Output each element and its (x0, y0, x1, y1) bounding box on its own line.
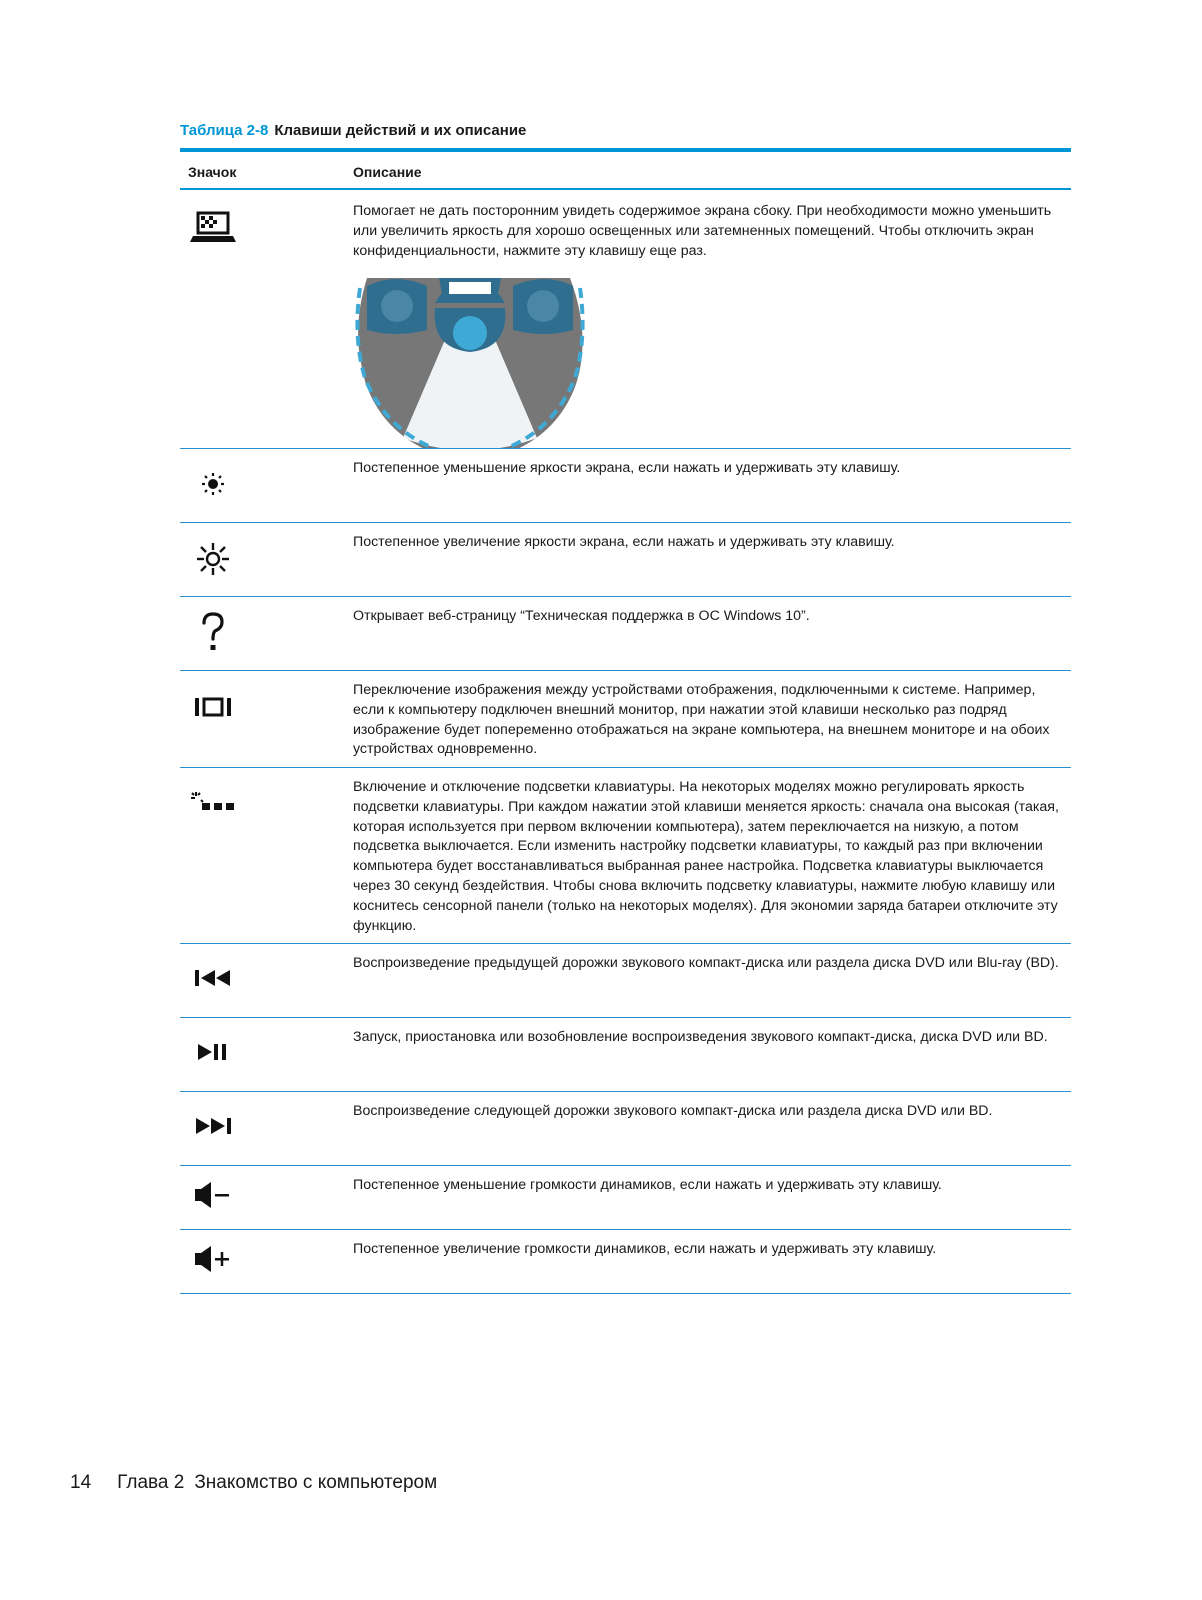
row-description: Открывает веб-страницу “Техническая поддержка в ОС Windows 10”. (353, 608, 810, 624)
table-row (180, 523, 1071, 597)
previous-track-icon (180, 966, 246, 990)
table-row (180, 190, 1071, 449)
page-footer (70, 1472, 437, 1494)
table-row (180, 944, 1071, 1018)
header-icon-column: Значок (188, 164, 237, 180)
table-row (180, 1166, 1071, 1230)
header-description-column: Описание (353, 164, 422, 180)
brightness-down-icon (180, 469, 246, 499)
privacy-screen-icon (180, 210, 246, 246)
chapter-label: Глава 2 (117, 1472, 185, 1493)
row-description: Постепенное уменьшение яркости экрана, если нажать и удерживать эту клавишу. (353, 460, 901, 476)
row-description: Включение и отключение подсветки клавиатуры. На некоторых моделях можно регулировать яркость подсветки клавиатуры. При каждом нажатии этой клавиши меняется яркость: сначала она высокая (такая, которая используется при первом включении компьютера), затем переключается на низкую, а потом подсветка выключается. Если изменить настройку подсветки клавиатуры, то каждый раз при включении компьютера будет восстанавливаться выбранная ранее настройка. Подсветка клавиатуры выключается через 30 секунд бездействия. Чтобы снова включить подсветку клавиатуры, нажмите любую клавишу или коснитесь сенсорной панели (только на некоторых моделях). Для экономии заряда батареи отключите эту функцию. (353, 779, 1059, 934)
row-description: Помогает не дать посторонним увидеть содержимое экрана сбоку. При необходимости можно уменьшить или увеличить яркость для хорошо освещенных или затемненных помещений. Чтобы отключить экран конфиденциальности, нажмите эту клавишу еще раз. (353, 203, 1052, 259)
privacy-illustration (355, 278, 585, 453)
table-row (180, 671, 1071, 768)
chapter-title: Знакомство с компьютером (194, 1472, 438, 1493)
table-row (180, 1092, 1071, 1166)
table-row (180, 1230, 1071, 1294)
row-description: Переключение изображения между устройствами отображения, подключенными к системе. Например, если к компьютеру подключен внешний монитор, при нажатии этой клавиши несколько раз подряд изображение будет попеременно отображаться на экране компьютера, на внешнем мониторе и на обоих устройствах одновременно. (353, 682, 1050, 758)
table-row (180, 597, 1071, 671)
play-pause-icon (180, 1040, 246, 1064)
table-header (180, 148, 1071, 190)
row-description: Воспроизведение следующей дорожки звукового компакт-диска или раздела диска DVD или BD. (353, 1103, 993, 1119)
next-track-icon (180, 1114, 246, 1138)
volume-up-icon (180, 1244, 246, 1274)
help-icon (180, 611, 246, 653)
row-description: Запуск, приостановка или возобновление воспроизведения звукового компакт-диска, диска DVD или BD. (353, 1029, 1048, 1045)
table-caption (180, 122, 526, 139)
brightness-up-icon (180, 541, 246, 577)
row-description: Воспроизведение предыдущей дорожки звукового компакт-диска или раздела диска DVD или Blu-ray (BD). (353, 955, 1059, 971)
page-number: 14 (70, 1472, 92, 1493)
volume-down-icon (180, 1180, 246, 1210)
keyboard-backlight-icon (180, 790, 246, 814)
table-number: Таблица 2-8 (180, 122, 269, 139)
table-row (180, 768, 1071, 944)
action-keys-table (180, 148, 1071, 1294)
table-title: Клавиши действий и их описание (274, 122, 527, 139)
row-description: Постепенное уменьшение громкости динамиков, если нажать и удерживать эту клавишу. (353, 1177, 942, 1193)
switch-display-icon (180, 695, 246, 719)
row-description: Постепенное увеличение громкости динамиков, если нажать и удерживать эту клавишу. (353, 1241, 937, 1257)
table-row (180, 449, 1071, 523)
row-description: Постепенное увеличение яркости экрана, если нажать и удерживать эту клавишу. (353, 534, 895, 550)
table-row (180, 1018, 1071, 1092)
